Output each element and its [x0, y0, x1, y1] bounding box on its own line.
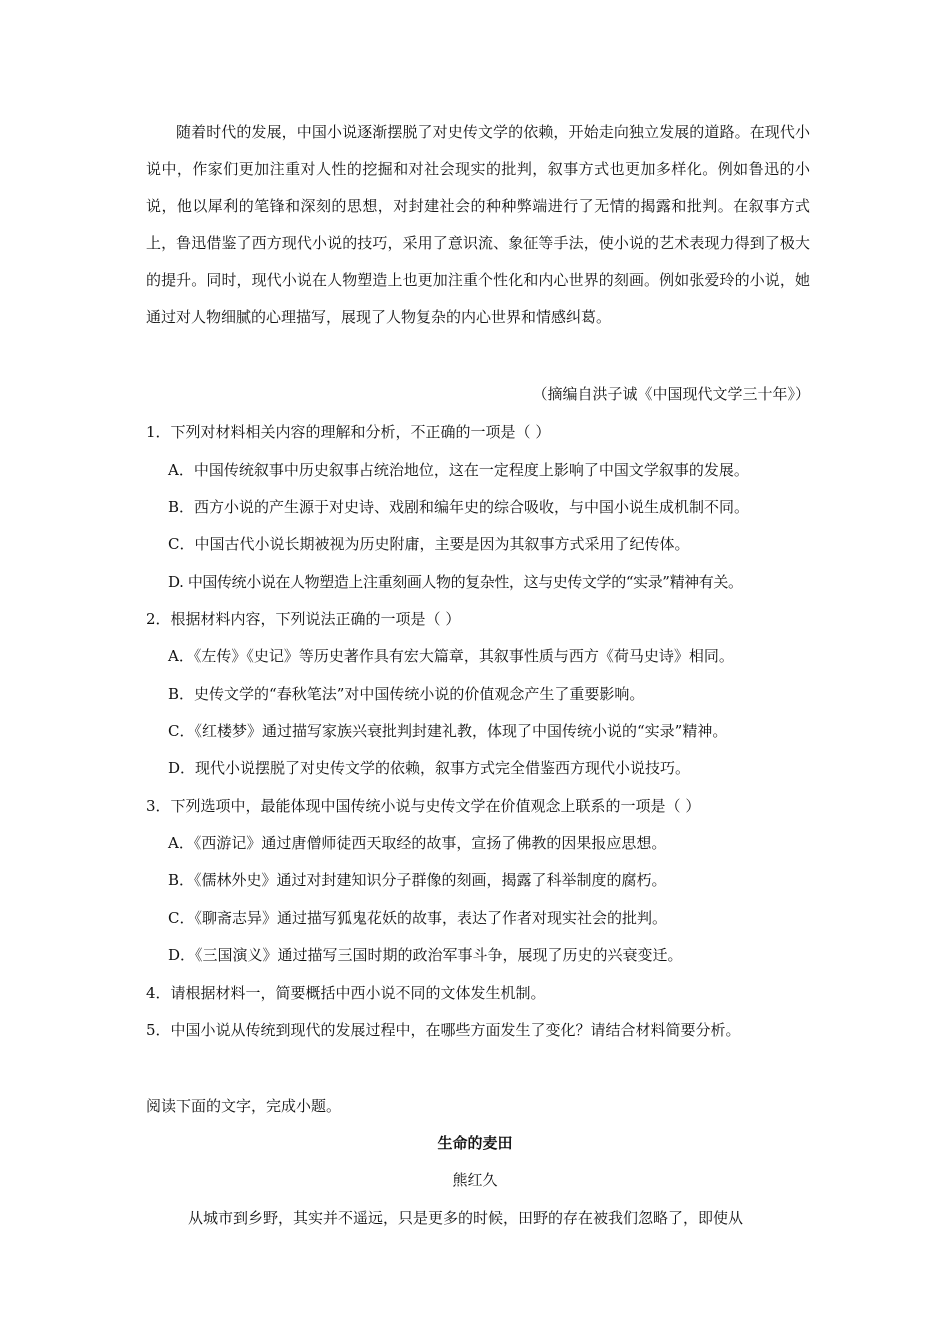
question-2-option-a: A．《左传》《史记》等历史著作具有宏大篇章，其叙事性质与西方《荷马史诗》相同。 [168, 647, 734, 665]
article-first-line: 从城市到乡野，其实并不遥远，只是更多的时候，田野的存在被我们忽略了，即使从 [188, 1209, 744, 1227]
reading-instruction: 阅读下面的文字，完成小题。 [146, 1097, 342, 1115]
question-1-option-a: A．中国传统叙事中历史叙事占统治地位，这在一定程度上影响了中国文学叙事的发展。 [168, 461, 749, 479]
question-2-option-b: B．史传文学的“春秋笔法”对中国传统小说的价值观念产生了重要影响。 [168, 685, 645, 703]
question-5-stem: 5．中国小说从传统到现代的发展过程中，在哪些方面发生了变化？请结合材料简要分析。 [146, 1021, 741, 1039]
article-title: 生命的麦田 [437, 1134, 513, 1152]
question-4-stem: 4．请根据材料一，简要概括中西小说不同的文体发生机制。 [146, 984, 546, 1002]
question-3-option-b: B．《儒林外史》通过对封建知识分子群像的刻画，揭露了科举制度的腐朽。 [168, 871, 667, 889]
question-3-option-a: A．《西游记》通过唐僧师徒西天取经的故事，宣扬了佛教的因果报应思想。 [168, 834, 667, 852]
question-1-stem: 1．下列对材料相关内容的理解和分析，不正确的一项是（ ） [146, 423, 551, 441]
question-1-option-b: B．西方小说的产生源于对史诗、戏剧和编年史的综合吸收，与中国小说生成机制不同。 [168, 498, 750, 516]
question-3-option-d: D．《三国演义》通过描写三国时期的政治军事斗争，展现了历史的兴衰变迁。 [168, 946, 683, 964]
passage-paragraph: 随着时代的发展，中国小说逐渐摆脱了对史传文学的依赖，开始走向独立发展的道路。在现代小说中，作家们更加注重对人性的挖掘和对社会现实的批判，叙事方式也更加多样化。例如鲁迅的小说，他以犀利的笔锋和深刻的思想，对封建社会的种种弊端进行了无情的揭露和批判。在叙事方式上，鲁迅借鉴了西方现代小说的技巧，采用了意识流、象征等手法，使小说的艺术表现力得到了极大的提升。同时，现代小说在人物塑造上也更加注重个性化和内心世界的刻画。例如张爱玲的小说，她通过对人物细腻的心理描写，展现了人物复杂的内心世界和情感纠葛。 [146, 123, 810, 326]
passage-source: （摘编自洪子诚《中国现代文学三十年》） [532, 385, 810, 403]
question-3-option-c: C．《聊斋志异》通过描写狐鬼花妖的故事，表达了作者对现实社会的批判。 [168, 909, 667, 927]
question-3-stem: 3．下列选项中，最能体现中国传统小说与史传文学在价值观念上联系的一项是（ ） [146, 797, 701, 815]
question-2-stem: 2．根据材料内容，下列说法正确的一项是（ ） [146, 610, 461, 628]
question-2-option-c: C．《红楼梦》通过描写家族兴衰批判封建礼教，体现了中国传统小说的“实录”精神。 [168, 722, 728, 740]
article-author: 熊红久 [452, 1171, 498, 1189]
question-2-option-d: D．现代小说摆脱了对史传文学的依赖，叙事方式完全借鉴西方现代小说技巧。 [168, 759, 691, 777]
question-1-option-c: C．中国古代小说长期被视为历史附庸，主要是因为其叙事方式采用了纪传体。 [168, 535, 690, 553]
question-1-option-d: D. 中国传统小说在人物塑造上注重刻画人物的复杂性，这与史传文学的“实录”精神有关。 [168, 573, 743, 591]
